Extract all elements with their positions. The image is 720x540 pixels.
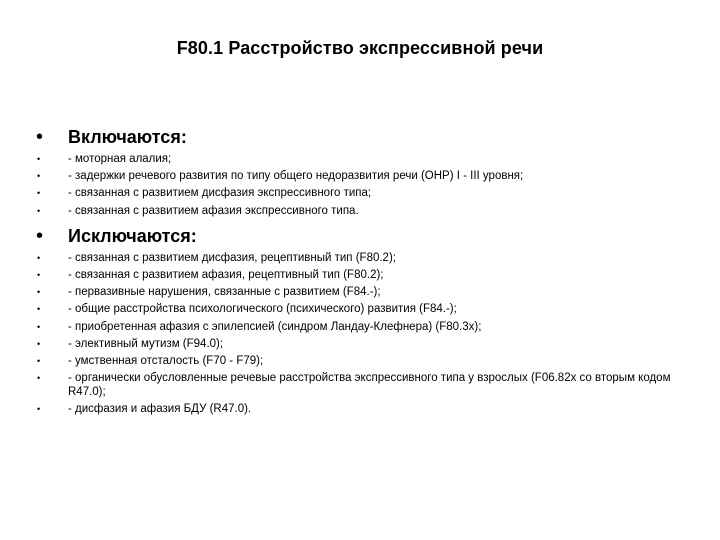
- bullet-icon: •: [37, 404, 41, 415]
- bullet-icon: •: [37, 205, 41, 216]
- list-item: [36, 152, 676, 166]
- list-item: [36, 169, 676, 183]
- bullet-icon: •: [37, 355, 41, 366]
- list-item-text: - первазивные нарушения, связанные с развитием (F84.-);: [68, 286, 381, 299]
- list-item-text: - связанная с развитием дисфазия, рецептивный тип (F80.2);: [68, 251, 396, 264]
- list-item-text: - связанная с развитием дисфазия экспрессивного типа;: [68, 187, 372, 200]
- bullet-icon: •: [37, 171, 41, 182]
- list-item-text: - связанная с развитием афазия экспрессивного типа.: [68, 204, 359, 217]
- list-item: [36, 268, 676, 282]
- list-item-text: - приобретенная афазия с эпилепсией (синдром Ландау-Клефнера) (F80.3x);: [68, 320, 482, 333]
- bullet-icon: •: [37, 373, 41, 384]
- bullet-icon: •: [37, 321, 41, 332]
- bullet-icon: •: [37, 287, 41, 298]
- bullet-icon: •: [37, 188, 41, 199]
- list-item-text: - общие расстройства психологического (психического) развития (F84.-);: [68, 303, 457, 316]
- list-item: [36, 337, 676, 351]
- excluded-list: [36, 251, 676, 417]
- list-item: [36, 320, 676, 334]
- included-heading-row: [36, 122, 676, 152]
- list-item-text: - моторная алалия;: [68, 153, 172, 165]
- bullet-icon: •: [37, 269, 41, 280]
- list-item-text: - дисфазия и афазия БДУ (R47.0).: [68, 403, 252, 416]
- excluded-heading-row: [36, 221, 676, 251]
- bullet-icon: •: [37, 252, 41, 263]
- list-item: [36, 251, 676, 265]
- bullet-icon: •: [37, 338, 41, 349]
- list-item: [36, 371, 676, 399]
- slide-title: F80.1 Расстройство экспрессивной речи: [176, 38, 544, 58]
- list-item-text: - элективный мутизм (F94.0);: [68, 337, 224, 350]
- bullet-icon: •: [36, 224, 44, 247]
- bullet-icon: •: [37, 304, 41, 315]
- bullet-icon: •: [37, 154, 41, 164]
- slide-body: [36, 122, 676, 419]
- bullet-icon: •: [36, 126, 44, 148]
- list-item: [36, 402, 676, 416]
- included-heading: Включаются:: [68, 127, 187, 147]
- list-item: [36, 302, 676, 316]
- list-item-text: - органически обусловленные речевые расстройства экспрессивного типа у взрослых (F06.82x со вторым кодом R47.0);: [68, 372, 671, 399]
- excluded-heading: Исключаются:: [68, 225, 197, 246]
- list-item: [36, 186, 676, 200]
- list-item: [36, 354, 676, 368]
- list-item-text: - умственная отсталость (F70 - F79);: [68, 354, 264, 367]
- list-item-text: - связанная с развитием афазия, рецептивный тип (F80.2);: [68, 268, 384, 281]
- list-item-text: - задержки речевого развития по типу общего недоразвития речи (ОНР) I - III уровня;: [68, 170, 524, 183]
- included-list: [36, 152, 676, 218]
- list-item: [36, 285, 676, 299]
- list-item: [36, 204, 676, 218]
